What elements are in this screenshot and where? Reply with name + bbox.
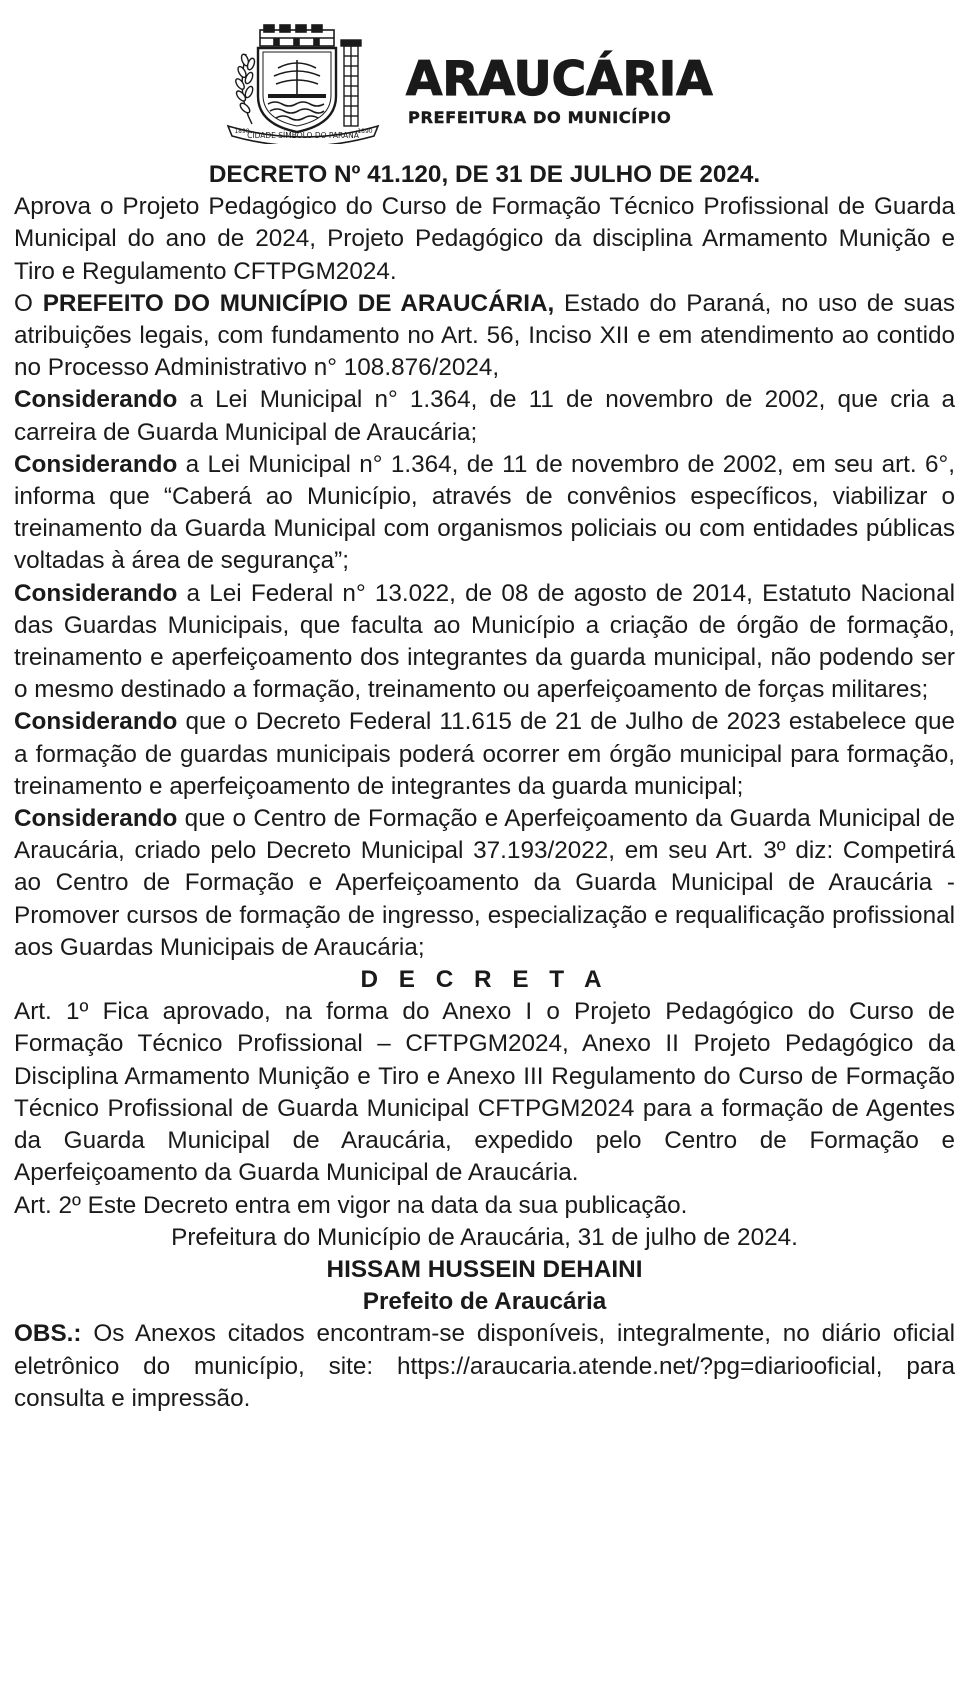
considerando-keyword: Considerando <box>14 450 178 478</box>
signatory-role: Prefeito de Araucária <box>362 1288 607 1316</box>
crest-year-right: 1890 <box>357 128 373 135</box>
decreta-heading: D E C R E T A <box>360 966 609 994</box>
considerando-text: a Lei Municipal n° 1.364, de 11 de novembro de 2002, que cria a carreira de Guarda Municipal de Araucária; <box>14 386 955 446</box>
signatory-name: HISSAM HUSSEIN DEHAINI <box>326 1255 643 1283</box>
considerando-paragraph <box>14 384 955 448</box>
observation-note <box>14 1318 955 1415</box>
brand-subtitle: PREFEITURA DO MUNICÍPIO <box>408 108 672 127</box>
preamble-lead: O <box>14 289 43 317</box>
considerando-keyword: Considerando <box>14 579 178 607</box>
preamble-text: Estado do Paraná, no uso de suas atribuições legais, com fundamento no Art. 56, Inciso XII e em atendimento ao contido no Processo Administrativo n° 108.876/2024, <box>14 289 955 382</box>
considerando-text: que o Centro de Formação e Aperfeiçoamento da Guarda Municipal de Araucária, criado pelo Decreto Municipal 37.193/2022, em seu Art. 3º diz: Competirá ao Centro de Formação e Aperfeiçoamento da Guarda Municipal de Araucária - Promover cursos de formação de ingresso, especialização e requalificação profissional aos Guardas Municipais de Araucária; <box>14 805 955 961</box>
considerando-keyword: Considerando <box>14 386 178 414</box>
place-and-date: Prefeitura do Município de Araucária, 31 de julho de 2024. <box>171 1223 798 1251</box>
considerando-paragraph <box>14 706 955 803</box>
obs-label: OBS.: <box>14 1320 82 1348</box>
considerando-keyword: Considerando <box>14 708 178 736</box>
obs-text: Os Anexos citados encontram-se disponíveis, integralmente, no diário oficial eletrônico do município, site: https://araucaria.atende.net/?pg=diariooficial, para consulta e impressão. <box>14 1320 955 1412</box>
considerando-text: a Lei Federal n° 13.022, de 08 de agosto de 2014, Estatuto Nacional das Guardas Municipais, que faculta ao Município a criação de órgão de formação, treinamento e aperfeiçoamento dos integrantes da guarda municipal, não podendo ser o mesmo destinado a formação, treinamento ou aperfeiçoamento de forças militares; <box>14 579 955 704</box>
considerando-text: a Lei Municipal n° 1.364, de 11 de novembro de 2002, em seu art. 6°, informa que “Caberá ao Município, através de convênios específicos, viabilizar o treinamento da Guarda Municipal com organismos policiais ou com entidades públicas voltadas à área de segurança”; <box>14 450 955 575</box>
brand-name: ARAUCÁRIA <box>406 52 713 107</box>
decree-ementa: Aprova o Projeto Pedagógico do Curso de Formação Técnico Profissional de Guarda Municipal do ano de 2024, Projeto Pedagógico da disciplina Armamento Munição e Tiro e Regulamento CFTPGM2024. <box>14 193 955 285</box>
preamble-authority: PREFEITO DO MUNICÍPIO DE ARAUCÁRIA, <box>42 289 555 317</box>
considerando-text: que o Decreto Federal 11.615 de 21 de Julho de 2023 estabelece que a formação de guardas municipais poderá ocorrer em órgão municipal para formação, treinamento e aperfeiçoamento de integrantes da guarda municipal; <box>14 708 955 800</box>
considerando-paragraph <box>14 449 955 578</box>
considerando-paragraph <box>14 803 955 964</box>
decree-body <box>14 159 955 1415</box>
crest-ribbon-text: CIDADE SÍMBOLO DO PARANÁ <box>247 131 359 140</box>
considerando-paragraph <box>14 578 955 707</box>
decree-title: DECRETO Nº 41.120, DE 31 DE JULHO DE 2024. <box>208 161 761 188</box>
decree-preamble <box>14 288 955 385</box>
article-1: Art. 1º Fica aprovado, na forma do Anexo I o Projeto Pedagógico do Curso de Formação Técnico Profissional – CFTPGM2024, Anexo II Projeto Pedagógico da Disciplina Armamento Munição e Tiro e Anexo III Regulamento do Curso de Formação Técnico Profissional de Guarda Municipal CFTPGM2024 para a formação de Agentes da Guarda Municipal de Araucária, expedido pelo Centro de Formação e Aperfeiçoamento da Guarda Municipal de Araucária. <box>14 998 955 1187</box>
article-2: Art. 2º Este Decreto entra em vigor na data da sua publicação. <box>14 1191 688 1219</box>
considerando-keyword: Considerando <box>14 805 178 833</box>
crest-year-left: 1890 <box>234 128 250 135</box>
page-header <box>0 20 966 150</box>
municipal-crest-logo <box>218 24 388 144</box>
